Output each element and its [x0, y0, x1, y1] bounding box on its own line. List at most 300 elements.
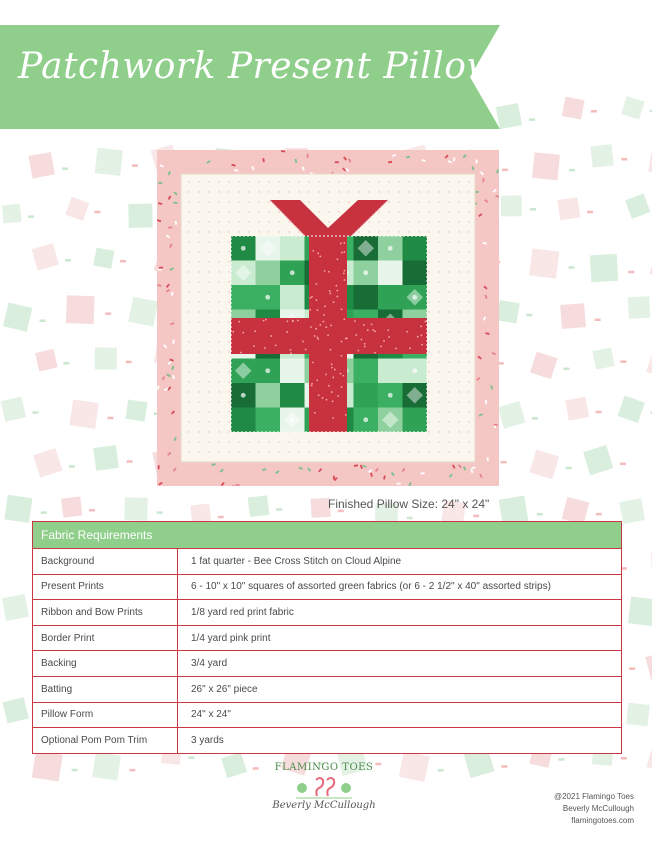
- background-dot: [258, 231, 259, 232]
- background-sprinkle: [276, 508, 282, 511]
- background-gift-shape: [628, 597, 652, 627]
- background-dot: [228, 311, 229, 312]
- background-dot: [198, 421, 199, 422]
- background-gift-shape: [529, 248, 559, 278]
- background-dot: [188, 421, 189, 422]
- background-dot: [288, 451, 289, 452]
- background-sprinkle: [69, 465, 75, 468]
- patchwork-square: [280, 359, 305, 384]
- background-dot: [438, 321, 439, 322]
- background-dot: [398, 231, 399, 232]
- ribbon-speckle: [312, 362, 314, 364]
- background-dot: [378, 211, 379, 212]
- background-dot: [188, 381, 189, 382]
- background-dot: [228, 351, 229, 352]
- background-gift-shape: [221, 752, 247, 778]
- background-dot: [448, 401, 449, 402]
- background-dot: [278, 231, 279, 232]
- ribbon-speckle: [286, 320, 288, 322]
- background-gift-shape: [128, 203, 152, 227]
- background-sprinkle: [563, 368, 569, 371]
- background-sprinkle: [28, 215, 34, 218]
- row-label: Background: [33, 549, 178, 574]
- background-dot: [228, 251, 229, 252]
- background-sprinkle: [532, 417, 538, 420]
- background-dot: [438, 331, 439, 332]
- background-dot: [458, 251, 459, 252]
- background-dot: [458, 401, 459, 402]
- background-dot: [388, 231, 389, 232]
- background-sprinkle: [501, 765, 507, 768]
- background-dot: [218, 231, 219, 232]
- background-dot: [198, 301, 199, 302]
- background-sprinkle: [620, 360, 626, 363]
- ribbon-speckle: [332, 400, 334, 402]
- table-header: Fabric Requirements: [33, 522, 621, 549]
- ribbon-speckle: [264, 347, 266, 349]
- background-dot: [188, 211, 189, 212]
- row-label: Optional Pom Pom Trim: [33, 728, 178, 753]
- background-gift-shape: [501, 195, 522, 216]
- background-dot: [458, 221, 459, 222]
- background-dot: [228, 231, 229, 232]
- background-dot: [228, 421, 229, 422]
- background-dot: [458, 371, 459, 372]
- background-dot: [428, 241, 429, 242]
- background-dot: [438, 401, 439, 402]
- background-dot: [458, 241, 459, 242]
- background-dot: [238, 451, 239, 452]
- background-dot: [228, 241, 229, 242]
- ribbon-speckle: [317, 338, 319, 340]
- background-dot: [308, 441, 309, 442]
- patchwork-square: [378, 261, 403, 286]
- background-dot: [368, 191, 369, 192]
- background-dot: [458, 201, 459, 202]
- background-dot: [228, 191, 229, 192]
- background-dot: [218, 291, 219, 292]
- table-row: [33, 600, 621, 626]
- ribbon-speckle: [380, 345, 382, 347]
- background-dot: [458, 351, 459, 352]
- background-gift-shape: [93, 248, 114, 269]
- background-dot: [268, 451, 269, 452]
- background-dot: [208, 411, 209, 412]
- background-dot: [468, 431, 469, 432]
- background-dot: [198, 321, 199, 322]
- background-dot: [208, 361, 209, 362]
- ribbon-speckle: [341, 386, 343, 388]
- background-dot: [378, 191, 379, 192]
- background-dot: [188, 221, 189, 222]
- background-gift-shape: [95, 347, 117, 369]
- background-sprinkle: [569, 169, 575, 172]
- row-label: Pillow Form: [33, 703, 178, 728]
- background-dot: [358, 441, 359, 442]
- background-dot: [268, 201, 269, 202]
- ribbon-speckle: [345, 414, 347, 416]
- background-dot: [228, 341, 229, 342]
- background-dot: [248, 201, 249, 202]
- background-dot: [398, 441, 399, 442]
- ribbon-speckle: [329, 293, 331, 295]
- background-dot: [238, 181, 239, 182]
- ribbon-speckle: [342, 375, 344, 377]
- border-confetti: [168, 227, 172, 229]
- row-value: 1/4 yard pink print: [191, 632, 271, 644]
- background-dot: [198, 231, 199, 232]
- background-dot: [448, 251, 449, 252]
- background-dot: [428, 271, 429, 272]
- background-dot: [188, 321, 189, 322]
- ribbon-speckle: [355, 334, 357, 336]
- background-dot: [468, 361, 469, 362]
- background-dot: [458, 311, 459, 312]
- background-dot: [328, 211, 329, 212]
- background-dot: [218, 301, 219, 302]
- ribbon-speckle: [322, 397, 324, 399]
- ribbon-speckle: [374, 352, 376, 354]
- background-dot: [228, 261, 229, 262]
- patchwork-square: [231, 408, 256, 433]
- ribbon-speckle: [363, 324, 365, 326]
- background-dot: [248, 451, 249, 452]
- background-dot: [288, 231, 289, 232]
- table-row: [33, 677, 621, 703]
- background-gift-shape: [648, 147, 652, 176]
- patchwork-motif: [388, 393, 393, 398]
- background-dot: [428, 291, 429, 292]
- background-dot: [188, 431, 189, 432]
- background-dot: [438, 421, 439, 422]
- row-value: 26" x 26" piece: [191, 683, 258, 695]
- background-dot: [438, 361, 439, 362]
- background-dot: [408, 211, 409, 212]
- background-dot: [308, 191, 309, 192]
- ribbon-speckle: [328, 385, 330, 387]
- background-gift-shape: [498, 401, 526, 429]
- ribbon-speckle: [345, 338, 347, 340]
- background-dot: [228, 381, 229, 382]
- ribbon-speckle: [371, 324, 373, 326]
- background-sprinkle: [591, 110, 597, 113]
- background-dot: [218, 411, 219, 412]
- background-dot: [278, 191, 279, 192]
- background-dot: [248, 181, 249, 182]
- ribbon-speckle: [331, 391, 333, 393]
- table-row: [33, 626, 621, 652]
- background-sprinkle: [63, 362, 69, 365]
- background-dot: [448, 261, 449, 262]
- background-dot: [208, 451, 209, 452]
- ribbon-speckle: [309, 309, 311, 311]
- background-dot: [448, 271, 449, 272]
- background-dot: [438, 261, 439, 262]
- background-gift-shape: [66, 295, 95, 324]
- website-text: flamingotoes.com: [571, 816, 634, 825]
- background-gift-shape: [532, 152, 560, 180]
- background-dot: [198, 391, 199, 392]
- background-dot: [228, 301, 229, 302]
- background-dot: [188, 261, 189, 262]
- background-sprinkle: [587, 211, 593, 214]
- flamingo-icon: [294, 774, 354, 800]
- logo-signature: Beverly McCullough: [272, 800, 376, 811]
- background-sprinkle: [407, 517, 413, 520]
- background-sprinkle: [126, 361, 132, 364]
- background-dot: [238, 211, 239, 212]
- ribbon-speckle: [302, 341, 304, 343]
- background-gift-shape: [399, 751, 430, 782]
- background-sprinkle: [132, 164, 138, 167]
- background-dot: [428, 441, 429, 442]
- background-dot: [208, 221, 209, 222]
- ribbon-speckle: [364, 346, 366, 348]
- background-sprinkle: [566, 467, 572, 470]
- patchwork-square: [256, 408, 281, 433]
- background-dot: [218, 251, 219, 252]
- background-dot: [198, 361, 199, 362]
- background-dot: [318, 211, 319, 212]
- patchwork-square: [403, 236, 428, 261]
- background-dot: [458, 281, 459, 282]
- background-sprinkle: [529, 118, 535, 121]
- background-dot: [428, 401, 429, 402]
- ribbon-speckle: [341, 252, 343, 254]
- ribbon-speckle: [310, 326, 312, 328]
- background-dot: [208, 391, 209, 392]
- background-sprinkle: [629, 667, 635, 670]
- background-dot: [248, 211, 249, 212]
- background-dot: [218, 221, 219, 222]
- background-dot: [368, 231, 369, 232]
- background-dot: [428, 191, 429, 192]
- background-gift-shape: [92, 752, 121, 781]
- ribbon-speckle: [232, 331, 234, 333]
- background-gift-shape: [625, 194, 650, 219]
- background-dot: [458, 231, 459, 232]
- background-dot: [398, 211, 399, 212]
- background-gift-shape: [33, 448, 62, 477]
- background-dot: [428, 281, 429, 282]
- background-gift-shape: [619, 498, 645, 524]
- background-dot: [208, 431, 209, 432]
- background-sprinkle: [628, 271, 634, 274]
- background-dot: [448, 291, 449, 292]
- background-gift-shape: [591, 144, 614, 167]
- background-dot: [438, 241, 439, 242]
- background-gift-shape: [32, 751, 63, 782]
- border-confetti: [158, 465, 160, 469]
- ribbon-speckle: [388, 336, 390, 338]
- background-dot: [448, 201, 449, 202]
- ribbon-speckle: [420, 335, 422, 337]
- ribbon-speckle: [341, 308, 343, 310]
- background-dot: [418, 441, 419, 442]
- background-dot: [258, 211, 259, 212]
- background-dot: [188, 281, 189, 282]
- ribbon-speckle: [316, 337, 318, 339]
- background-dot: [408, 201, 409, 202]
- row-label: Border Print: [33, 626, 178, 651]
- patchwork-square: [280, 236, 305, 261]
- background-dot: [428, 181, 429, 182]
- background-sprinkle: [569, 266, 575, 269]
- background-dot: [438, 351, 439, 352]
- background-dot: [428, 411, 429, 412]
- background-dot: [218, 451, 219, 452]
- background-dot: [338, 191, 339, 192]
- background-dot: [218, 261, 219, 262]
- background-dot: [448, 301, 449, 302]
- background-dot: [268, 191, 269, 192]
- ribbon-speckle: [343, 272, 345, 274]
- ribbon-speckle: [242, 332, 244, 334]
- background-gift-shape: [125, 400, 147, 422]
- background-dot: [468, 401, 469, 402]
- background-sprinkle: [621, 158, 627, 161]
- background-dot: [468, 311, 469, 312]
- ribbon-speckle: [311, 296, 313, 298]
- background-dot: [298, 231, 299, 232]
- ribbon-speckle: [340, 243, 342, 245]
- background-gift-shape: [530, 352, 557, 379]
- background-dot: [458, 321, 459, 322]
- background-gift-shape: [626, 703, 650, 727]
- ribbon-speckle: [343, 242, 345, 244]
- background-gift-shape: [583, 445, 613, 475]
- background-dot: [468, 291, 469, 292]
- background-gift-shape: [1, 396, 27, 422]
- background-dot: [428, 231, 429, 232]
- background-dot: [468, 241, 469, 242]
- border-confetti: [335, 161, 339, 163]
- background-dot: [188, 371, 189, 372]
- background-dot: [468, 321, 469, 322]
- background-dot: [458, 431, 459, 432]
- table-row: [33, 651, 621, 677]
- background-dot: [218, 381, 219, 382]
- background-dot: [258, 441, 259, 442]
- ribbon-speckle: [312, 250, 314, 252]
- background-dot: [188, 331, 189, 332]
- background-dot: [208, 351, 209, 352]
- background-gift-shape: [32, 243, 59, 270]
- background-gift-shape: [2, 697, 28, 723]
- background-dot: [378, 451, 379, 452]
- ribbon-speckle: [328, 271, 330, 273]
- patchwork-square: [256, 261, 281, 286]
- background-dot: [198, 241, 199, 242]
- background-dot: [448, 451, 449, 452]
- background-dot: [218, 191, 219, 192]
- background-sprinkle: [32, 411, 38, 414]
- patchwork-motif: [290, 270, 295, 275]
- ribbon-speckle: [341, 341, 343, 343]
- background-dot: [198, 181, 199, 182]
- background-gift-shape: [128, 297, 158, 327]
- background-dot: [458, 301, 459, 302]
- background-dot: [468, 411, 469, 412]
- background-dot: [368, 221, 369, 222]
- background-dot: [198, 291, 199, 292]
- background-dot: [228, 291, 229, 292]
- background-dot: [188, 191, 189, 192]
- background-dot: [208, 401, 209, 402]
- background-sprinkle: [188, 756, 194, 759]
- background-dot: [448, 241, 449, 242]
- background-dot: [208, 421, 209, 422]
- ribbon-speckle: [325, 374, 327, 376]
- background-dot: [348, 181, 349, 182]
- background-dot: [208, 281, 209, 282]
- background-dot: [468, 191, 469, 192]
- background-dot: [448, 441, 449, 442]
- background-dot: [468, 271, 469, 272]
- background-dot: [438, 211, 439, 212]
- background-dot: [218, 371, 219, 372]
- ribbon-speckle: [340, 373, 342, 375]
- background-dot: [438, 301, 439, 302]
- background-dot: [438, 381, 439, 382]
- ribbon-speckle: [316, 309, 318, 311]
- ribbon-speckle: [311, 385, 313, 387]
- background-dot: [448, 331, 449, 332]
- ribbon-speckle: [387, 329, 389, 331]
- copyright-text: @2021 Flamingo Toes: [553, 792, 634, 801]
- ribbon-speckle: [364, 343, 366, 345]
- background-dot: [438, 451, 439, 452]
- row-value: 3 yards: [191, 734, 224, 746]
- background-dot: [338, 441, 339, 442]
- background-dot: [188, 181, 189, 182]
- background-dot: [258, 201, 259, 202]
- background-dot: [428, 211, 429, 212]
- background-sprinkle: [157, 511, 163, 514]
- background-dot: [188, 201, 189, 202]
- background-dot: [188, 451, 189, 452]
- background-dot: [428, 371, 429, 372]
- background-dot: [218, 181, 219, 182]
- background-dot: [198, 271, 199, 272]
- background-dot: [318, 441, 319, 442]
- background-dot: [418, 201, 419, 202]
- background-sprinkle: [537, 513, 543, 516]
- patchwork-motif: [265, 295, 270, 300]
- background-dot: [208, 381, 209, 382]
- table-row: [33, 575, 621, 601]
- background-gift-shape: [35, 349, 58, 372]
- background-dot: [208, 251, 209, 252]
- ribbon-speckle: [315, 328, 317, 330]
- background-dot: [458, 361, 459, 362]
- table-row: [33, 728, 621, 753]
- background-dot: [278, 441, 279, 442]
- background-dot: [328, 451, 329, 452]
- background-sprinkle: [526, 314, 532, 317]
- ribbon-speckle: [336, 290, 338, 292]
- background-dot: [438, 231, 439, 232]
- background-dot: [208, 241, 209, 242]
- background-dot: [378, 231, 379, 232]
- background-dot: [428, 361, 429, 362]
- background-dot: [418, 211, 419, 212]
- background-dot: [218, 341, 219, 342]
- background-dot: [438, 371, 439, 372]
- background-dot: [188, 361, 189, 362]
- background-dot: [268, 231, 269, 232]
- background-dot: [228, 221, 229, 222]
